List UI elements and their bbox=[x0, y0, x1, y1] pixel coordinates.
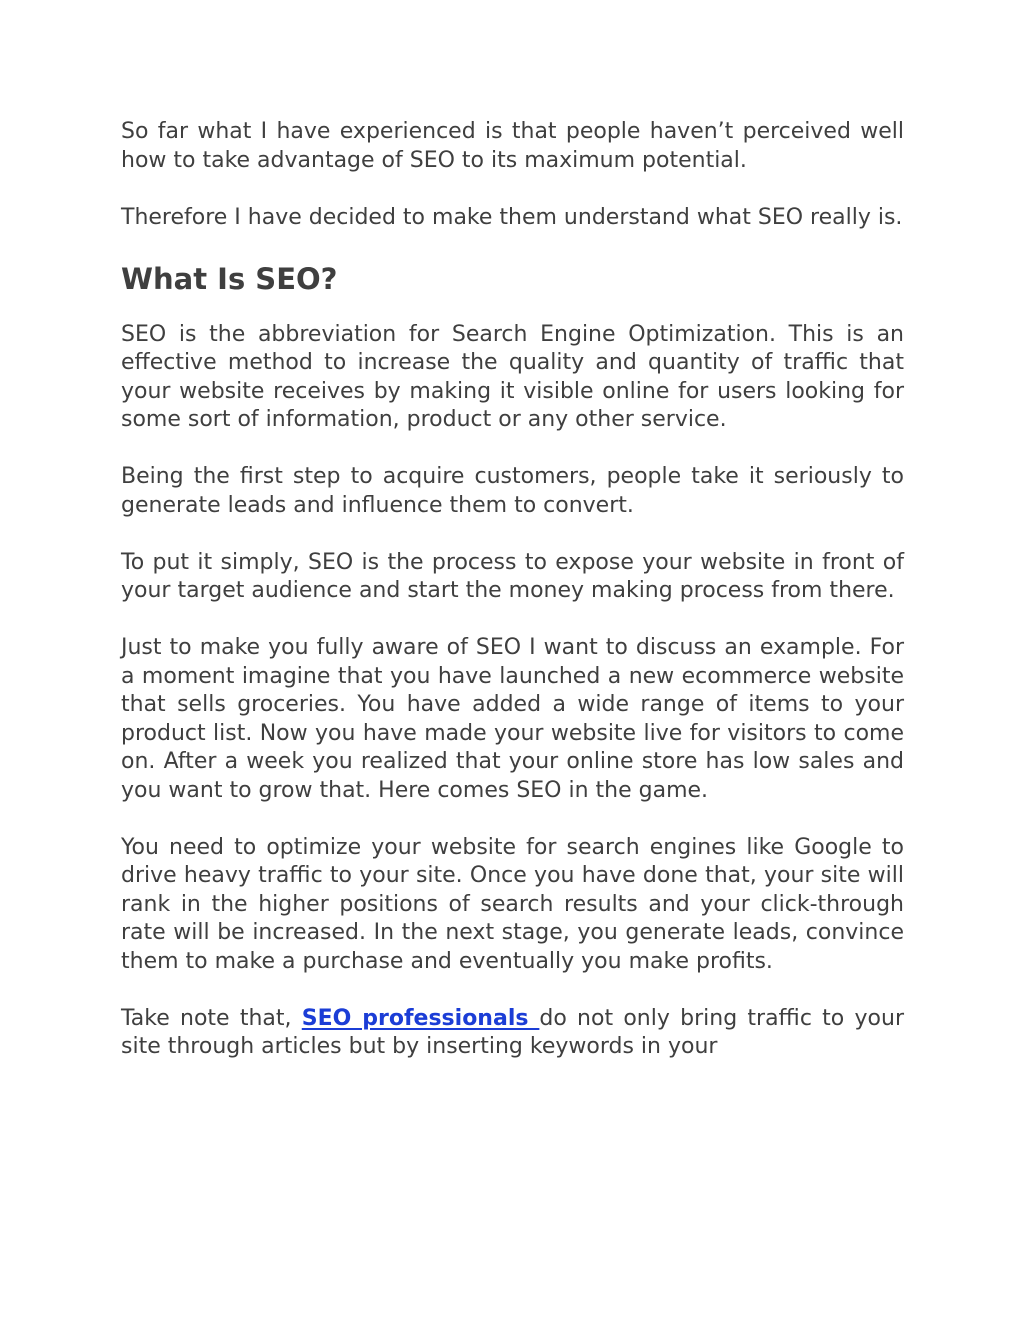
body-paragraph-2: Being the first step to acquire customers, people take it seriously to generate leads and influence them to convert. bbox=[121, 464, 904, 518]
body-paragraph-1: SEO is the abbreviation for Search Engine Optimization. This is an effective method to increase the quality and quantity of traffic that your website receives by making it visible online for users looking for some sort of information, product or any other service. bbox=[121, 321, 904, 432]
intro-paragraph-1: So far what I have experienced is that people haven’t perceived well how to take advantage of SEO to its maximum potential. bbox=[121, 119, 904, 173]
intro-paragraph-2: Therefore I have decided to make them understand what SEO really is. bbox=[121, 204, 903, 230]
seo-professionals-link[interactable]: SEO professionals bbox=[301, 1005, 540, 1031]
body-paragraph-4: Just to make you fully aware of SEO I want to discuss an example. For a moment imagine that you have launched a new ecommerce website that sells groceries. You have added a wide range of items to your product list. Now you have made your website live for visitors to come on. After a week you realized that your online store has low sales and you want to grow that. Here comes SEO in the game. bbox=[121, 635, 904, 803]
last-paragraph-tail: do not only bring traffic to your site through articles but by inserting keywords in your bbox=[121, 1005, 904, 1059]
last-paragraph-lead: Take note that, bbox=[121, 1005, 302, 1031]
last-paragraph bbox=[121, 1005, 904, 1062]
body-paragraph-5: You need to optimize your website for search engines like Google to drive heavy traffic to your site. Once you have done that, your site will rank in the higher positions of search results and your click-through rate will be increased. In the next stage, you generate leads, convince them to make a purchase and eventually you make profits. bbox=[121, 834, 904, 974]
body-paragraph-3: To put it simply, SEO is the process to expose your website in front of your target audience and start the money making process from there. bbox=[121, 549, 904, 603]
section-heading: What Is SEO? bbox=[121, 261, 338, 296]
document-body bbox=[121, 118, 904, 1090]
